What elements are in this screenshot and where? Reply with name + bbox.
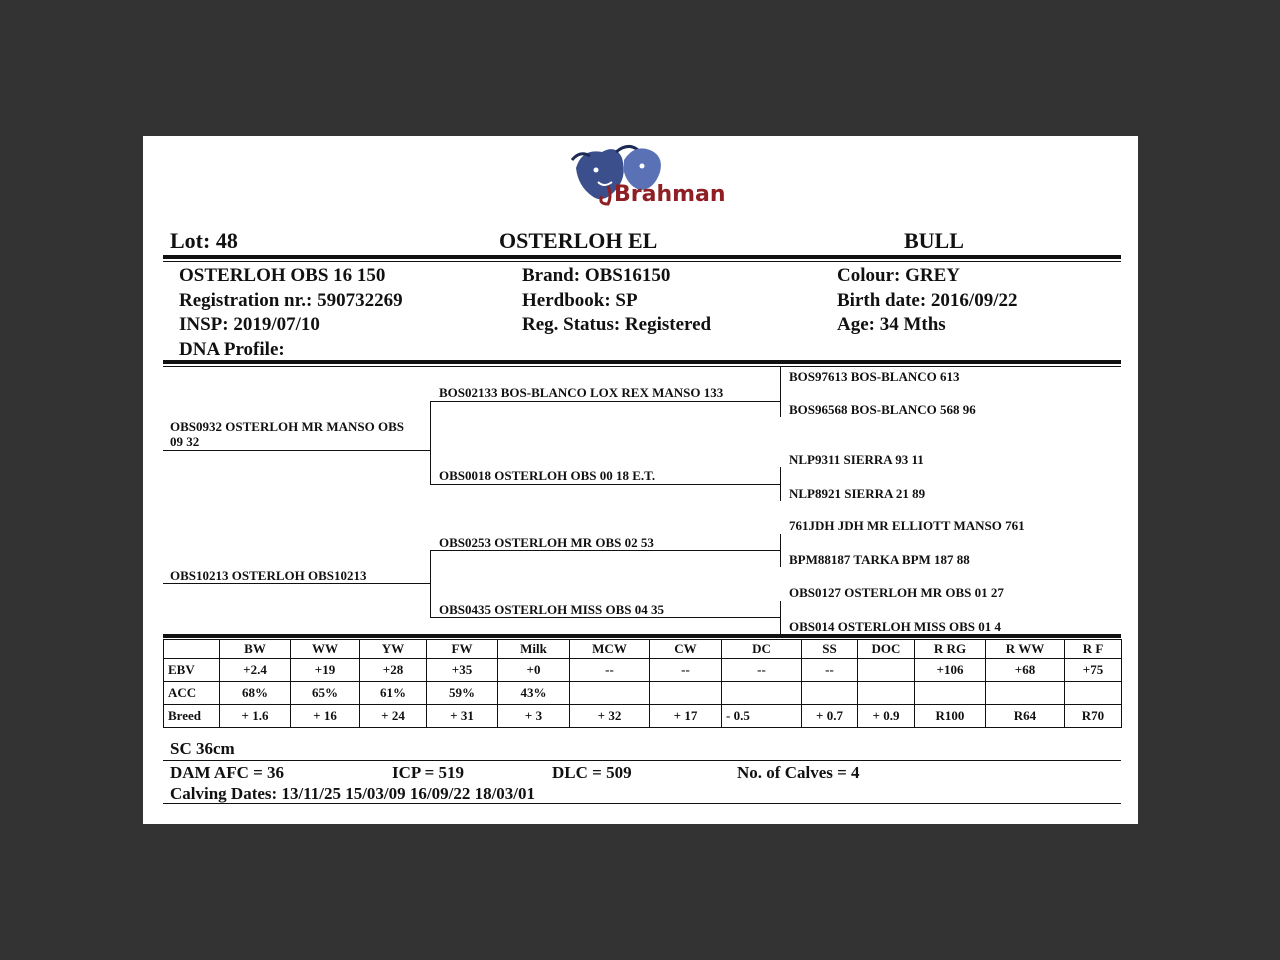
dam-dam: OBS0435 OSTERLOH MISS OBS 04 35 [439, 602, 665, 617]
reg-status: Reg. Status: Registered [522, 314, 712, 335]
table-cell: +19 [291, 659, 360, 682]
table-cell: 61% [360, 682, 427, 705]
table-cell: +68 [986, 659, 1065, 682]
table-header-cell: BW [220, 640, 291, 659]
animal-name: OSTERLOH EL [499, 228, 658, 253]
table-cell: + 17 [650, 705, 722, 728]
gen3-bracket-3 [780, 534, 781, 567]
gen3-ancestor: 761JDH JDH MR ELLIOTT MANSO 761 [789, 518, 1025, 533]
dam-sire-line [430, 550, 780, 551]
birth-date: Birth date: 2016/09/22 [837, 289, 1018, 311]
registered-name: OSTERLOH OBS 16 150 [179, 265, 386, 286]
table-cell [858, 659, 915, 682]
table-cell: 65% [291, 682, 360, 705]
row-label: EBV [164, 659, 220, 682]
pedigree-rule [163, 634, 1121, 638]
table-cell: R64 [986, 705, 1065, 728]
herdbook: Herdbook: SP [522, 289, 638, 311]
table-cell: 59% [427, 682, 498, 705]
footer-rule-2 [163, 803, 1121, 804]
table-cell [802, 682, 858, 705]
table-header-cell: WW [291, 640, 360, 659]
table-cell [722, 682, 802, 705]
brahman-logo [568, 138, 726, 212]
info-col-2 [522, 264, 711, 338]
dam: OBS10213 OSTERLOH OBS10213 [170, 568, 367, 583]
table-cell: -- [802, 659, 858, 682]
sire-line [163, 450, 430, 451]
table-row [164, 659, 1122, 682]
table-header-cell: YW [360, 640, 427, 659]
table-cell: +28 [360, 659, 427, 682]
footer-rule-1 [163, 760, 1121, 761]
table-cell: + 32 [570, 705, 650, 728]
dam-sire: OBS0253 OSTERLOH MR OBS 02 53 [439, 535, 654, 550]
table-cell: R100 [915, 705, 986, 728]
gen3-bracket-4 [780, 601, 781, 635]
scrotal-circumference: SC 36cm [170, 739, 235, 758]
table-cell: 68% [220, 682, 291, 705]
table-cell: + 3 [498, 705, 570, 728]
table-cell: + 0.7 [802, 705, 858, 728]
inspection-date: INSP: 2019/07/10 [179, 314, 320, 335]
info-rule [163, 360, 1121, 364]
gen3-ancestor: NLP8921 SIERRA 21 89 [789, 486, 926, 501]
table-row [164, 682, 1122, 705]
table-header-cell: FW [427, 640, 498, 659]
table-cell: -- [570, 659, 650, 682]
table-header-cell: R F [1065, 640, 1122, 659]
gen3-ancestor: BOS97613 BOS-BLANCO 613 [789, 369, 960, 384]
table-row [164, 705, 1122, 728]
table-cell [1065, 682, 1122, 705]
table-header-cell: Milk [498, 640, 570, 659]
sale-catalogue-card [143, 136, 1138, 824]
table-cell: -- [650, 659, 722, 682]
gen3-bracket-2 [780, 467, 781, 501]
table-cell: + 16 [291, 705, 360, 728]
sire-sire-line [430, 401, 780, 402]
info-rule-thin [163, 366, 1121, 367]
table-cell: 43% [498, 682, 570, 705]
gen3-ancestor: OBS0127 OSTERLOH MR OBS 01 27 [789, 585, 1004, 600]
dam-dam-line [430, 617, 780, 618]
gen3-bracket-1 [780, 367, 781, 417]
icp: ICP = 519 [392, 763, 465, 782]
table-cell: + 1.6 [220, 705, 291, 728]
registration-number: Registration nr.: 590732269 [179, 289, 403, 311]
table-cell [915, 682, 986, 705]
dam-afc: DAM AFC = 36 [170, 763, 285, 782]
header-rule-thin [163, 261, 1121, 262]
table-cell: + 0.9 [858, 705, 915, 728]
table-cell [858, 682, 915, 705]
table-cell: -- [722, 659, 802, 682]
table-cell: +2.4 [220, 659, 291, 682]
table-cell [570, 682, 650, 705]
sire-dam-line [430, 484, 780, 485]
row-label: Breed [164, 705, 220, 728]
table-header-cell [164, 640, 220, 659]
ebv-header-row [164, 640, 1122, 659]
number-of-calves: No. of Calves = 4 [737, 763, 860, 782]
row-label: ACC [164, 682, 220, 705]
table-cell: R70 [1065, 705, 1122, 728]
sire-sire: BOS02133 BOS-BLANCO LOX REX MANSO 133 [439, 385, 724, 400]
table-cell: + 31 [427, 705, 498, 728]
dam-bracket [430, 550, 431, 618]
table-header-cell: CW [650, 640, 722, 659]
table-cell: +106 [915, 659, 986, 682]
gen3-ancestor: BOS96568 BOS-BLANCO 568 96 [789, 402, 976, 417]
table-header-cell: DC [722, 640, 802, 659]
table-cell [986, 682, 1065, 705]
table-header-cell: R RG [915, 640, 986, 659]
colour: Colour: GREY [837, 265, 960, 286]
sire-dam: OBS0018 OSTERLOH OBS 00 18 E.T. [439, 468, 656, 483]
table-cell: +35 [427, 659, 498, 682]
info-col-1 [179, 264, 403, 362]
calving-dates: Calving Dates: 13/11/25 15/03/09 16/09/22 18/03/01 [170, 784, 536, 803]
sire-bracket [430, 401, 431, 484]
table-cell: + 24 [360, 705, 427, 728]
gen3-ancestor: BPM88187 TARKA BPM 187 88 [789, 552, 970, 567]
dam-line [163, 583, 430, 584]
logo-wordmark: Brahman [614, 182, 726, 207]
animal-type: BULL [904, 228, 964, 253]
table-header-cell: R WW [986, 640, 1065, 659]
table-header-cell: SS [802, 640, 858, 659]
dlc: DLC = 509 [552, 763, 632, 782]
table-cell: +0 [498, 659, 570, 682]
dna-profile: DNA Profile: [179, 338, 285, 360]
brand: Brand: OBS16150 [522, 265, 671, 286]
info-col-3 [837, 264, 1018, 338]
sire: OBS0932 OSTERLOH MR MANSO OBS 09 32 [170, 419, 405, 449]
age: Age: 34 Mths [837, 314, 946, 335]
gen3-ancestor: OBS014 OSTERLOH MISS OBS 01 4 [789, 619, 1002, 634]
gen3-ancestor: NLP9311 SIERRA 93 11 [789, 452, 924, 467]
ebv-table [163, 639, 1122, 728]
table-header-cell: MCW [570, 640, 650, 659]
header-rule [163, 255, 1121, 259]
lot-number: Lot: 48 [170, 228, 238, 253]
table-header-cell: DOC [858, 640, 915, 659]
table-cell: - 0.5 [722, 705, 802, 728]
table-cell [650, 682, 722, 705]
table-cell: +75 [1065, 659, 1122, 682]
